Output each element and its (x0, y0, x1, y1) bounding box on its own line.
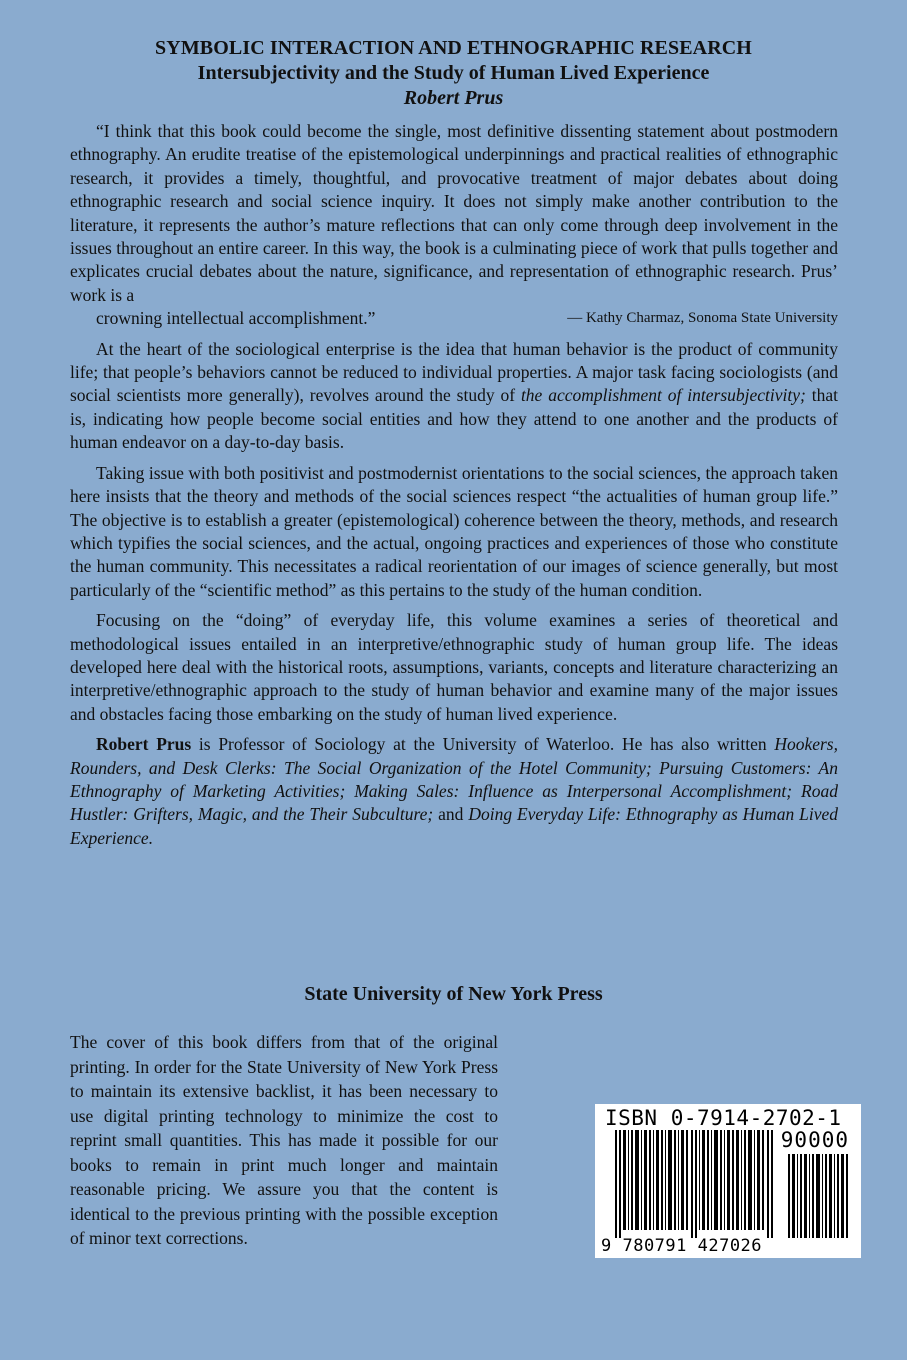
author-bio-name: Robert Prus (96, 734, 192, 755)
description-p1-after: that is, indicating how people become social entities and how they attend to one another and the products of human endeavor on a day-to-day basis. (70, 385, 838, 453)
back-cover-copy (70, 120, 838, 857)
author-bio-books: Hookers, Rounders, and Desk Clerks: The Social Organization of the Hotel Community; Pursuing Customers: An Ethnography of Marketing Activities; Making Sales: Influence as Interpersonal Accomplishment; Road Hustler: Grifters, Magic, and the Their Subculture; (70, 734, 838, 825)
description-paragraph-2: Taking issue with both positivist and postmodernist orientations to the social sciences, the approach taken here insists that the theory and methods of the social sciences respect “the actualities of human group life.” The objective is to establish a greater (epistemological) coherence between the theory, methods, and research which typifies the social sciences, and the actual, ongoing practices and experiences of those who constitute the human community. This necessitates a radical reorientation of our images of science generally, but most particularly of the “scientific method” as this pertains to the study of the human condition. (70, 462, 838, 600)
author-bio (70, 733, 838, 850)
reprint-notice: The cover of this book differs from that of the original printing. In order for the State University of New York Press to maintain its extensive backlist, it has been necessary to use digital printing technology to minimize the cost to reprint small quantities. This has made it possible for our books to remain in print much longer and maintain reasonable pricing. We assure you that the content is identical to the previous printing with the possible exception of minor text corrections. (70, 1032, 498, 1248)
price-code: 90000 (780, 1128, 849, 1152)
cover-header (0, 36, 907, 111)
isbn-barcode (595, 1104, 861, 1258)
book-author: Robert Prus (403, 87, 504, 109)
book-subtitle: Intersubjectivity and the Study of Human Lived Experience (197, 62, 710, 84)
publisher-name: State University of New York Press (304, 983, 603, 1005)
description-paragraph-3: Focusing on the “doing” of everyday life, this volume examines a series of theoretical and methodological issues entailed in an interpretive/ethnographic study of human group life. The ideas developed here deal with the historical roots, assumptions, variants, concepts and literature characterizing an interpretive/ethnographic approach to the study of human behavior and examine many of the major issues and obstacles facing those embarking on the study of human lived experience. (70, 610, 838, 724)
endorsement-last-line: crowning intellectual accomplishment.” (96, 308, 376, 329)
isbn-label: ISBN 0-7914-2702-1 (605, 1106, 842, 1130)
author-bio-book-last: Doing Everyday Life: Ethnography as Human Lived Experience. (70, 804, 838, 848)
book-title: SYMBOLIC INTERACTION AND ETHNOGRAPHIC RESEARCH (155, 37, 752, 59)
description-paragraph-1 (70, 338, 838, 455)
endorsement-attribution: — Kathy Charmaz, Sonoma State University (567, 310, 838, 327)
author-bio-text-2: and (433, 804, 469, 825)
description-p1-italic: the accomplishment of intersubjectivity; (520, 385, 806, 406)
price-code-bars (788, 1154, 850, 1238)
author-bio-text-1: is Professor of Sociology at the University of Waterloo. He has also written (191, 734, 775, 755)
ean-bars (615, 1130, 775, 1238)
ean-number: 9 780791 427026 (601, 1236, 763, 1256)
endorsement-text: “I think that this book could become the single, most definitive dissenting statement about postmodern ethnography. An erudite treatise of the epistemological underpinnings and practical realities of ethnographic research, it provides a timely, thoughtful, and provocative treatment of major debates about doing ethnographic research and social science inquiry. It does not simply make another contribution to the literature, it represents the author’s mature reflections that can only come through deep involvement in the issues throughout an entire career. In this way, the book is a culminating piece of work that pulls together and explicates crucial debates about the nature, significance, and representation of ethnographic research. Prus’ work is a (70, 121, 838, 305)
endorsement-closing (70, 307, 838, 330)
endorsement-quote (70, 120, 838, 331)
description-p1-before: At the heart of the sociological enterprise is the idea that human behavior is the product of community life; that people’s behaviors cannot be reduced to individual properties. A major task facing sociologists (and social scientists more generally), revolves around the study of (70, 338, 838, 406)
